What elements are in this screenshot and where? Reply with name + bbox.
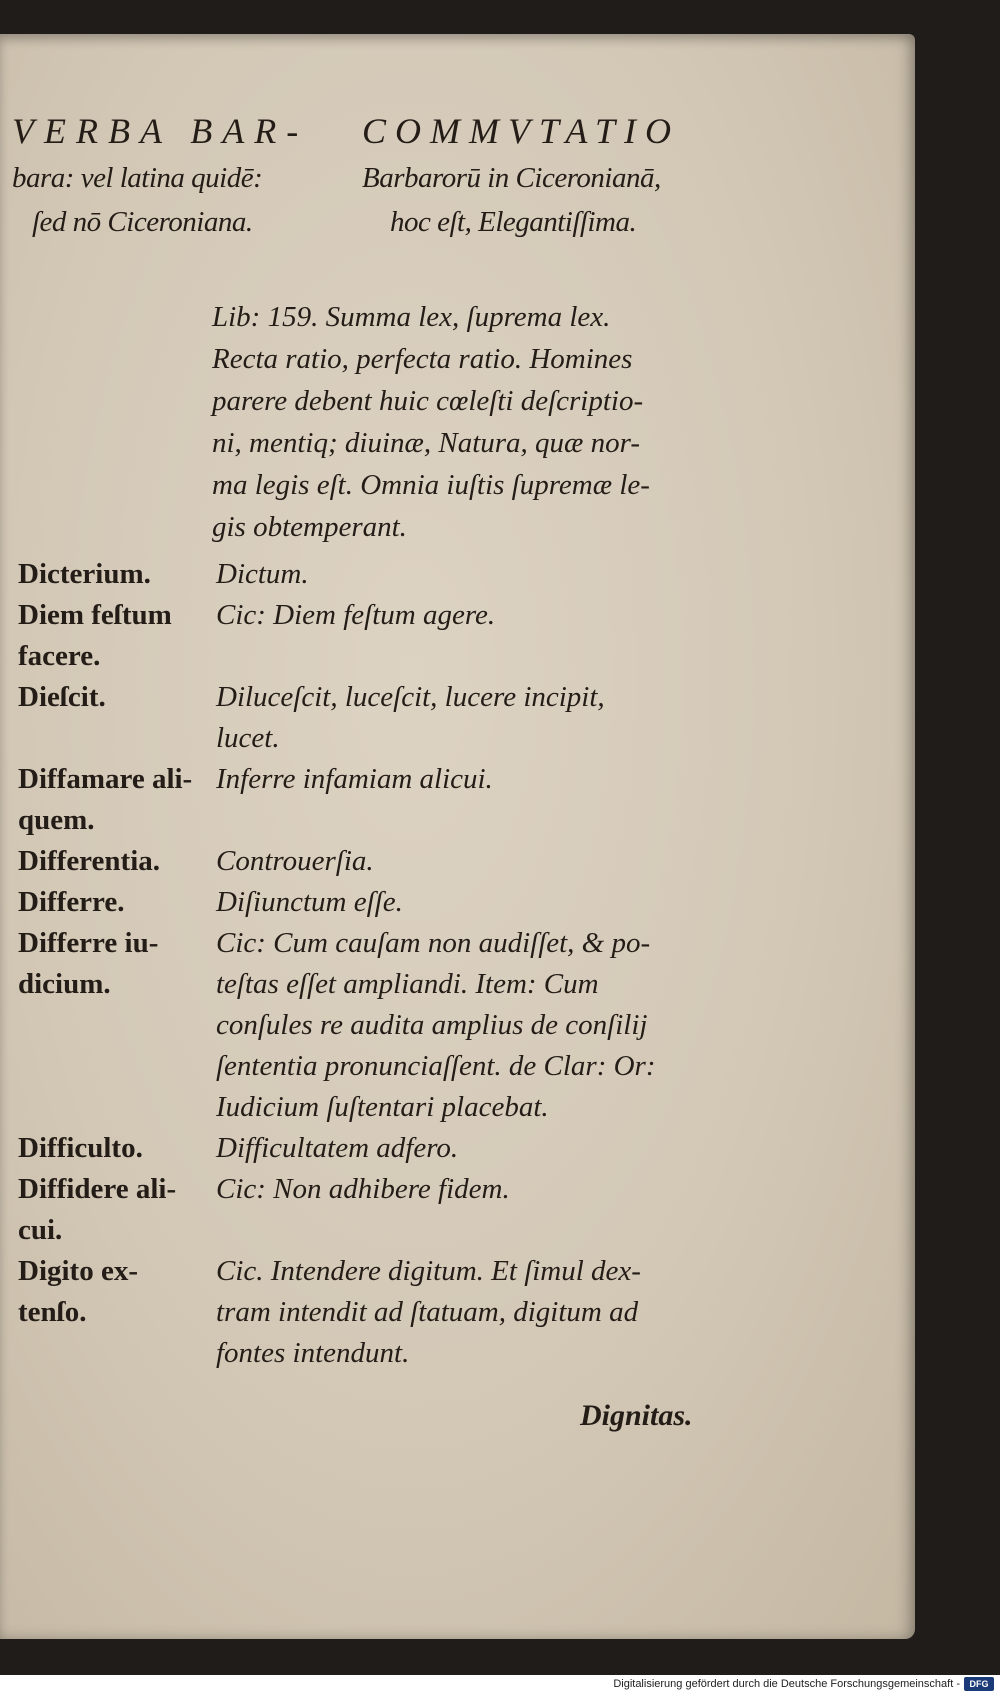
term-line: Digito ex- [18,1255,138,1287]
term-line: Differre iu- [18,927,159,959]
footer-bar [0,1675,1000,1695]
term-line: Differentia. [18,845,160,877]
term-line: cui. [18,1214,63,1246]
definition-line: Difficultatem adfero. [216,1132,459,1164]
definition-line: tram intendit ad ſtatuam, digitum ad [216,1296,639,1328]
entry-definition [216,1128,718,1169]
intro-line: ni, mentiq; diuinæ, Natura, quæ nor- [212,427,640,459]
entry-definition [216,882,718,923]
right-column-subtitle-line2: hoc eſt, Elegantiſſima. [390,206,637,238]
term-line: dicium. [18,968,111,1000]
entry-definition [216,1251,718,1374]
term-line: facere. [18,640,101,672]
definition-line: teſtas eſſet ampliandi. Item: Cum [216,968,599,1000]
term-line: Diffamare ali- [18,763,193,795]
glossary-entry [18,554,718,595]
entry-term [18,759,216,841]
entry-term [18,595,216,677]
intro-line: Recta ratio, perfecta ratio. Homines [212,343,633,375]
book-page [0,34,915,1639]
glossary-entry [18,841,718,882]
entry-term [18,1251,216,1374]
entry-term [18,882,216,923]
definition-line: Controuerſia. [216,845,374,877]
entry-definition [216,554,718,595]
term-line: Dicterium. [18,558,151,590]
term-line: Diffidere ali- [18,1173,177,1205]
glossary-entry [18,923,718,1128]
definition-line: lucet. [216,722,280,754]
page-header [12,110,732,250]
entry-term [18,1128,216,1169]
definition-line: Diluceſcit, luceſcit, lucere incipit, [216,681,605,713]
right-column-title: COMMVTATIO [362,111,680,151]
entry-definition [216,1169,718,1251]
entry-definition [216,841,718,882]
term-line: quem. [18,804,95,836]
intro-line: gis obtemperant. [212,511,407,543]
term-line: Diem feſtum [18,599,172,631]
glossary-entry [18,759,718,841]
dfg-logo-icon: DFG [964,1677,994,1691]
left-column-subtitle-line2: ſed nō Ciceroniana. [32,206,253,238]
glossary-entry [18,1128,718,1169]
intro-line: ma legis eſt. Omnia iuſtis ſupremæ le- [212,469,650,501]
glossary-entry [18,677,718,759]
definition-line: Inferre infamiam alicui. [216,763,493,795]
entry-term [18,841,216,882]
term-line: Dieſcit. [18,681,106,713]
glossary-entry [18,882,718,923]
definition-line: Cic. Intendere digitum. Et ſimul dex- [216,1255,641,1287]
entry-definition [216,923,718,1128]
intro-line: parere debent huic cœleſti deſcriptio- [212,385,644,417]
right-column-subtitle-line1: Barbarorū in Ciceronianā, [362,162,661,194]
definition-line: Cic: Non adhibere fidem. [216,1173,510,1205]
glossary-entry [18,595,718,677]
catchword: Dignitas. [580,1399,693,1432]
left-column-subtitle-line1: bara: vel latina quidē: [12,162,263,194]
entry-definition [216,759,718,841]
intro-line: Lib: 159. Summa lex, ſuprema lex. [212,301,611,333]
left-column-title: VERBA BAR- [12,111,309,151]
entry-term [18,923,216,1128]
definition-line: fontes intendunt. [216,1337,410,1369]
definition-line: Cic: Cum cauſam non audiſſet, & po- [216,927,651,959]
glossary-entry [18,1169,718,1251]
glossary-entry [18,1251,718,1374]
definition-line: Diſiunctum eſſe. [216,886,403,918]
entry-definition [216,595,718,677]
term-line: Differre. [18,886,125,918]
term-line: Difficulto. [18,1132,143,1164]
glossary-entries [18,554,718,1374]
definition-line: Dictum. [216,558,309,590]
intro-paragraph [212,296,722,548]
entry-definition [216,677,718,759]
definition-line: ſententia pronunciaſſent. de Clar: Or: [216,1050,656,1082]
definition-line: Cic: Diem feſtum agere. [216,599,496,631]
term-line: tenſo. [18,1296,87,1328]
entry-term [18,677,216,759]
definition-line: Iudicium ſuſtentari placebat. [216,1091,549,1123]
entry-term [18,554,216,595]
funding-notice: Digitalisierung gefördert durch die Deutsche Forschungsgemeinschaft - [613,1678,960,1690]
entry-term [18,1169,216,1251]
definition-line: conſules re audita amplius de conſilij [216,1009,648,1041]
